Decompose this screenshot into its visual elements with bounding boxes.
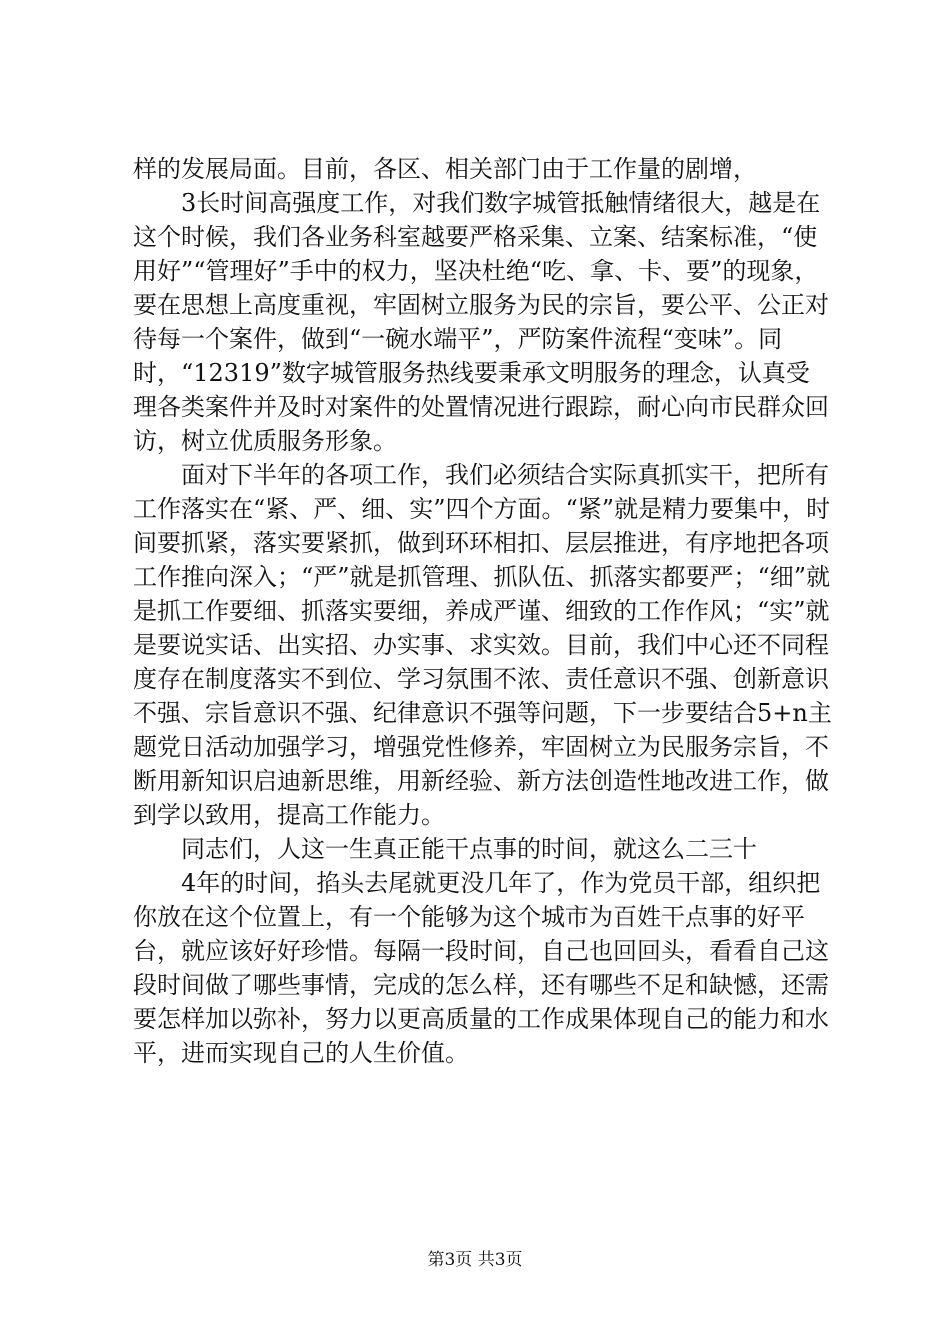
paragraph-second-half-work: 面对下半年的各项工作，我们必须结合实际真抓实干，把所有工作落实在“紧、严、细、实”四个方面。“紧”就是精力要集中，时间要抓紧，落实要紧抓，做到环环相扣、层层推进，有序地把各项工作推向深入；“严”就是抓管理、抓队伍、抓落实都要严；“细”就是抓工作要细、抓落实要细，养成严谨、细致的工作作风；“实”就是要说实话、出实招、办实事、求实效。目前，我们中心还不同程度存在制度落实不到位、学习氛围不浓、责任意识不强、创新意识不强、宗旨意识不强、纪律意识不强等问题，下一步要结合5+n主题党日活动加强学习，增强党性修养，牢固树立为民服务宗旨，不断用新知识启迪新思维，用新经验、新方法创造性地改进工作，做到学以致用，提高工作能力。: [133, 461, 832, 829]
paragraph-comrades: 同志们，人这一生真正能干点事的时间，就这么二三十: [181, 835, 757, 863]
paragraph-work-standards: 3长时间高强度工作，对我们数字城管抵触情绪很大，越是在这个时候，我们各业务科室越要严格采集、立案、结案标准，“使用好”“管理好”手中的权力，坚决杜绝“吃、拿、卡、要”的现象，要在思想上高度重视，牢固树立服务为民的宗旨，要公平、公正对待每一个案件，做到“一碗水端平”，严防案件流程“变味”。同时，“12319”数字城管服务热线要秉承文明服务的理念，认真受理各类案件并及时对案件的处置情况进行跟踪，耐心向市民群众回访，树立优质服务形象。: [133, 189, 829, 455]
paragraph-continuation: 样的发展局面。目前，各区、相关部门由于工作量的剧增，: [133, 155, 757, 183]
paragraph-cherish-opportunity: 4年的时间，掐头去尾就更没几年了，作为党员干部，组织把你放在这个位置上，有一个能够为这个城市为百姓干点事的好平台，就应该好好珍惜。每隔一段时间，自己也回回头，看看自己这段时间做了哪些事情，完成的怎么样，还有哪些不足和缺憾，还需要怎样加以弥补，努力以更高质量的工作成果体现自己的能力和水平，进而实现自己的人生价值。: [133, 869, 829, 1067]
document-body: [133, 152, 833, 1070]
page-number-footer: 第3页 共3页: [427, 1250, 523, 1270]
